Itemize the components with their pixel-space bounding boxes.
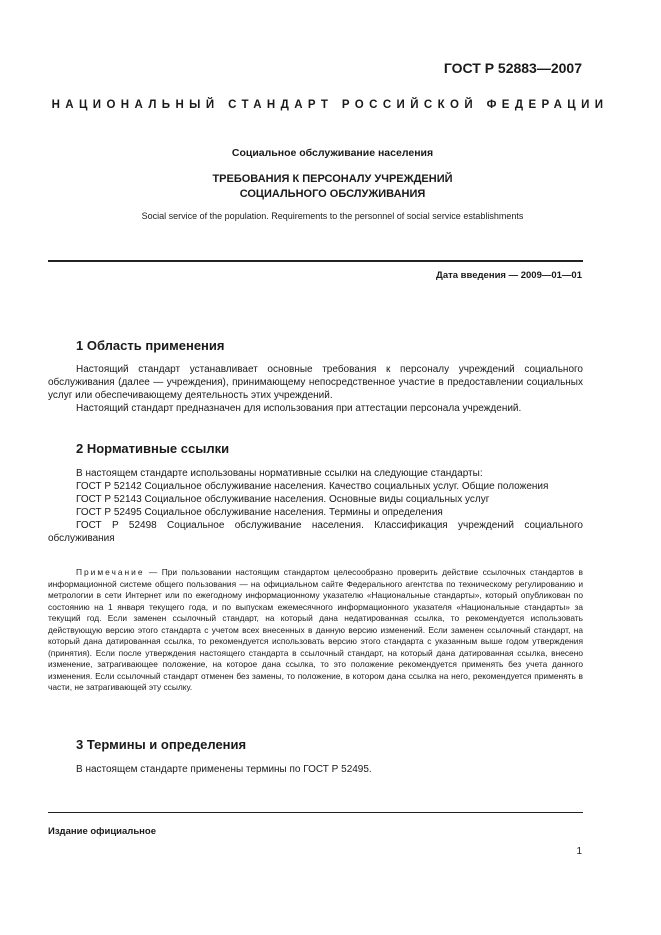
document-code: ГОСТ Р 52883—2007 [443, 60, 582, 76]
footer-divider [48, 812, 583, 813]
section-3-body [48, 763, 583, 776]
edition-label: Издание официальное [48, 826, 156, 837]
section-2-heading: 2 Нормативные ссылки [76, 441, 230, 456]
note-label: Примечание [76, 567, 145, 577]
note-paragraph [48, 567, 583, 694]
section-1-heading: 1 Область применения [76, 338, 225, 353]
reference-item: ГОСТ Р 52498 Социальное обслуживание населения. Классификация учреждений социального обслуживания [48, 520, 583, 544]
english-title: Social service of the population. Requirements to the personnel of social service establishments [141, 211, 524, 221]
title-line-2: СОЦИАЛЬНОГО ОБСЛУЖИВАНИЯ [239, 188, 426, 200]
section-1-paragraph-1: Настоящий стандарт устанавливает основные требования к персоналу учреждений социального обслуживания (далее — учреждения), принимающему непосредственное участие в предоставлении социальных услуг или обеспечивающему деятельность этих учреждений. [48, 364, 583, 401]
section-1-body [48, 363, 583, 415]
reference-item: ГОСТ Р 52143 Социальное обслуживание населения. Основные виды социальных услуг [76, 494, 490, 505]
title-line-1: ТРЕБОВАНИЯ К ПЕРСОНАЛУ УЧРЕЖДЕНИЙ [212, 173, 453, 185]
header-divider [48, 260, 583, 262]
section-3-paragraph-1: В настоящем стандарте применены термины по ГОСТ Р 52495. [76, 764, 372, 775]
reference-item: ГОСТ Р 52495 Социальное обслуживание населения. Термины и определения [76, 507, 443, 518]
note-text: — При пользовании настоящим стандартом целесообразно проверить действие ссылочных стандартов в информационной системе общего пользования — на официальном сайте Федерального агентства по техническому регулированию и метрологии в сети Интернет или по ежегодному информационному указателю «Национальные стандарты», который опубликован по состоянию на 1 января текущего года, и по выпускам ежемесячного информационного указателя «Национальные стандарты» за текущий год. Если заменен ссылочный стандарт, на который дана недатированная ссылка, то рекомендуется использовать действующую версию этого стандарта с учетом всех внесенных в данную версию изменений. Если заменен ссылочный стандарт, на который дана датированная ссылка, то рекомендуется использовать версию этого стандарта с указанным выше годом утверждения (принятия). Если после утверждения настоящего стандарта в ссылочный стандарт, на который дана датированная ссылка, внесено изменение, затрагивающее положение, на которое дана ссылка, то это положение рекомендуется применять без учета данного изменения. Если ссылочный стандарт отменен без замены, то положение, в котором дана ссылка на него, рекомендуется применять в части, не затрагивающей эту ссылку. [48, 567, 583, 692]
section-3-heading: 3 Термины и определения [76, 737, 247, 752]
reference-item: ГОСТ Р 52142 Социальное обслуживание населения. Качество социальных услуг. Общие положения [76, 481, 549, 492]
section-1-paragraph-2: Настоящий стандарт предназначен для использования при аттестации персонала учреждений. [76, 403, 522, 414]
section-2-body [48, 467, 583, 545]
document-title [50, 172, 615, 202]
section-2-intro: В настоящем стандарте использованы нормативные ссылки на следующие стандарты: [76, 468, 483, 479]
national-standard-heading: НАЦИОНАЛЬНЫЙ СТАНДАРТ РОССИЙСКОЙ ФЕДЕРАЦИИ [51, 99, 609, 111]
subject-line: Социальное обслуживание населения [231, 147, 434, 159]
introduction-date: Дата введения — 2009—01—01 [436, 270, 582, 281]
page-number: 1 [576, 846, 582, 857]
